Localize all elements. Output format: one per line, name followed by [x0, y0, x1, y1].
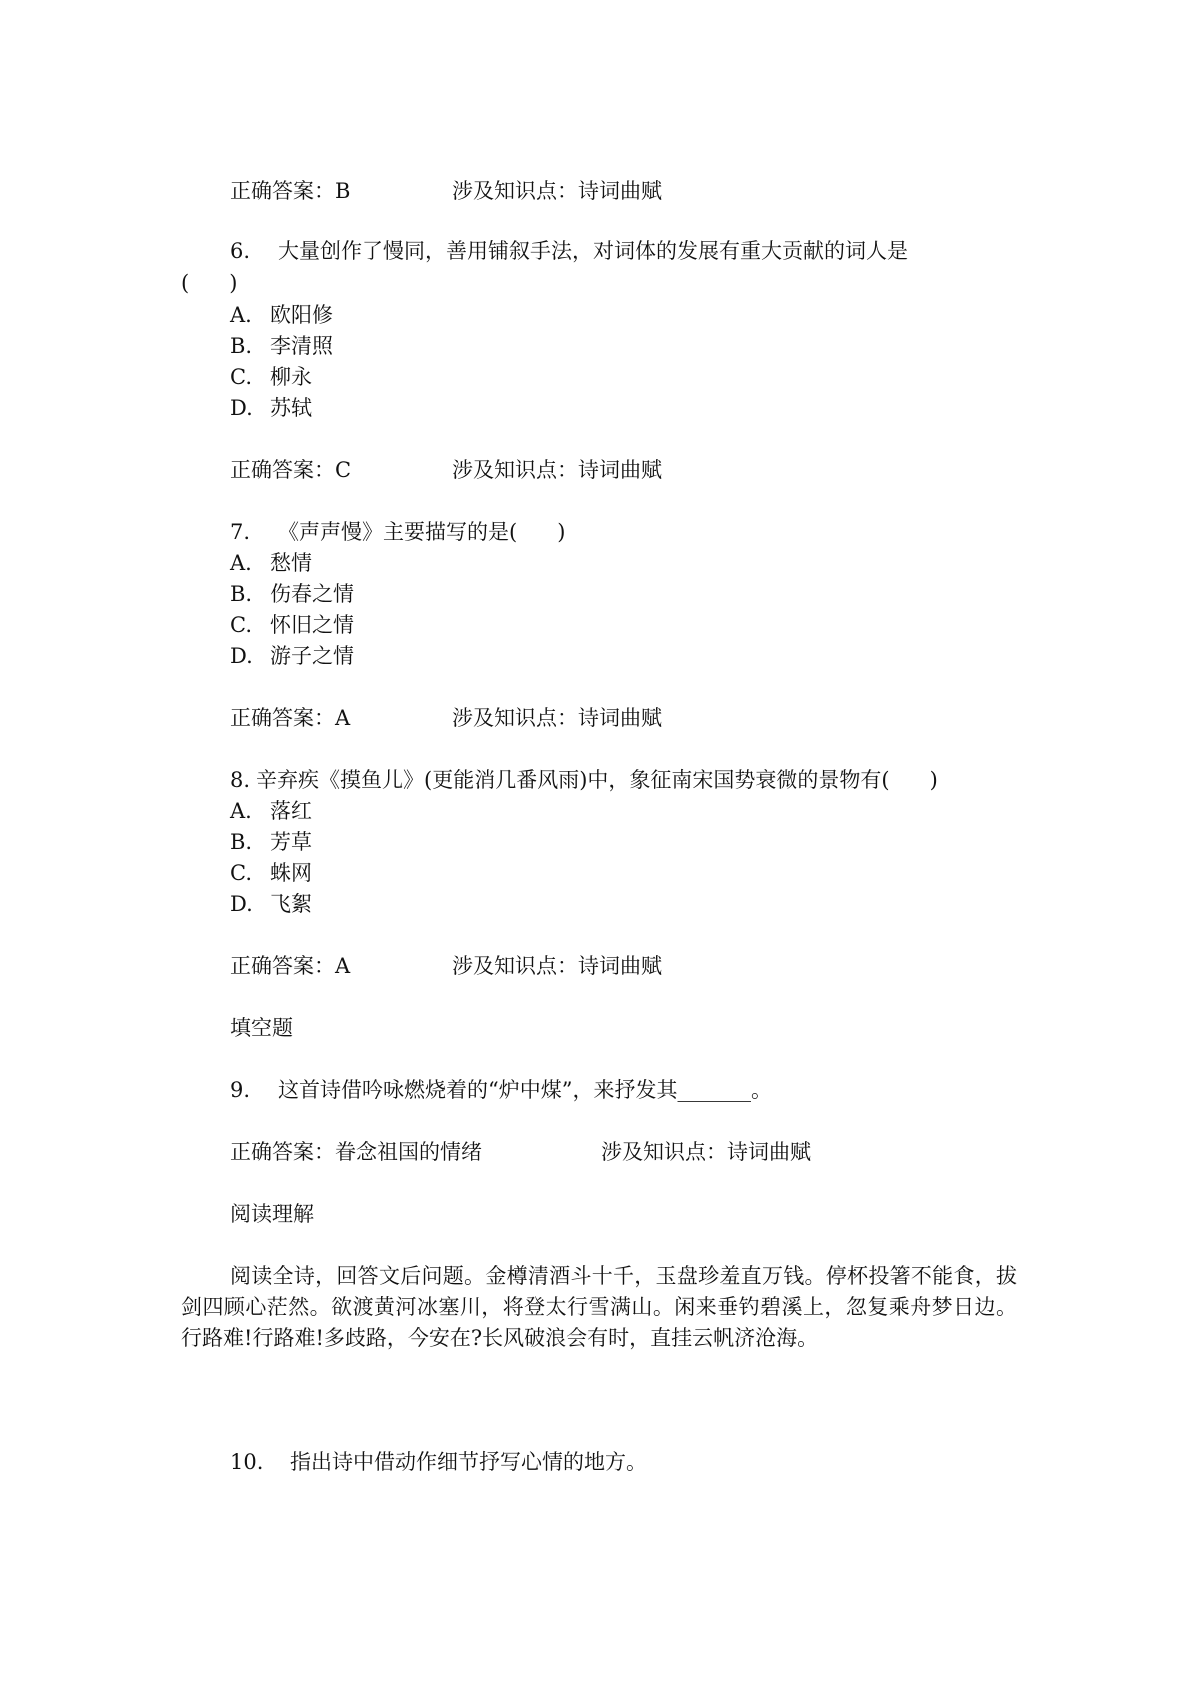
q8-answer: 正确答案：A: [230, 954, 351, 978]
option-text: 欧阳修: [270, 303, 333, 327]
q7-knowledge-point: 涉及知识点：诗词曲赋: [452, 706, 662, 730]
option-letter: D.: [230, 644, 253, 668]
option-letter: B.: [230, 334, 253, 358]
q8-option-a: [230, 796, 312, 826]
option-letter: C.: [230, 861, 252, 885]
q9-answer-line: [230, 1137, 811, 1167]
q6-option-c: [230, 362, 312, 392]
q7-option-d: [230, 641, 354, 671]
q7-stem: 《声声慢》主要描写的是( ): [278, 520, 566, 544]
q7-number: 7.: [230, 520, 251, 544]
option-letter: B.: [230, 830, 253, 854]
q6-answer: 正确答案：C: [230, 458, 352, 482]
option-letter: A.: [230, 799, 252, 823]
q8-option-d: [230, 889, 312, 919]
q8-knowledge-point: 涉及知识点：诗词曲赋: [452, 954, 662, 978]
option-text: 蛛网: [270, 861, 312, 885]
q6-option-d: [230, 393, 312, 423]
q5-answer: 正确答案：B: [230, 179, 351, 203]
q5-knowledge-point: 涉及知识点：诗词曲赋: [452, 179, 662, 203]
option-letter: A.: [230, 303, 252, 327]
option-text: 苏轼: [270, 396, 312, 420]
q8-stem: 辛弃疾《摸鱼儿》(更能消几番风雨)中，象征南宋国势衰微的景物有( ): [256, 768, 938, 792]
option-letter: C.: [230, 613, 252, 637]
q5-answer-line: [230, 176, 662, 206]
q8-option-c: [230, 858, 312, 888]
q7-option-c: [230, 610, 354, 640]
reading-passage: 阅读全诗，回答文后问题。金樽清酒斗十千，玉盘珍羞直万钱。停杯投箸不能食，拔剑四顾心茫然。欲渡黄河冰塞川，将登太行雪满山。闲来垂钓碧溪上，忽复乘舟梦日边。行路难!行路难!多歧路，今安在?长风破浪会有时，直挂云帆济沧海。: [181, 1264, 1017, 1350]
section-heading-fill: 填空题: [230, 1016, 293, 1040]
q8-stem-line: [230, 765, 938, 795]
q8-option-b: [230, 827, 312, 857]
q9-knowledge-point: 涉及知识点：诗词曲赋: [601, 1140, 811, 1164]
q9-stem: 这首诗借吟咏燃烧着的“炉中煤”，来抒发其_______。: [278, 1078, 772, 1102]
q7-option-b: [230, 579, 354, 609]
q6-knowledge-point: 涉及知识点：诗词曲赋: [452, 458, 662, 482]
q6-paren: ( ): [181, 271, 238, 295]
section-heading-reading: 阅读理解: [230, 1202, 314, 1226]
q8-answer-line: [230, 951, 662, 981]
option-text: 落红: [270, 799, 312, 823]
option-text: 芳草: [270, 830, 312, 854]
option-text: 柳永: [270, 365, 312, 389]
q6-stem: 大量创作了慢同，善用铺叙手法，对词体的发展有重大贡献的词人是: [278, 239, 908, 263]
option-letter: A.: [230, 551, 252, 575]
option-text: 怀旧之情: [270, 613, 354, 637]
q10-stem-line: [230, 1447, 647, 1477]
q7-stem-line: [230, 517, 565, 547]
q6-option-a: [230, 300, 333, 330]
q10-stem: 指出诗中借动作细节抒写心情的地方。: [290, 1450, 647, 1474]
q7-answer-line: [230, 703, 662, 733]
option-text: 愁情: [270, 551, 312, 575]
option-text: 伤春之情: [270, 582, 354, 606]
option-text: 李清照: [270, 334, 333, 358]
q8-number: 8.: [230, 768, 251, 792]
option-text: 飞絮: [270, 892, 312, 916]
q6-option-b: [230, 331, 333, 361]
option-letter: B.: [230, 582, 253, 606]
q10-number: 10.: [230, 1450, 264, 1474]
option-letter: D.: [230, 396, 253, 420]
q9-answer: 正确答案：眷念祖国的情绪: [230, 1140, 482, 1164]
q6-answer-line: [230, 455, 662, 485]
option-letter: D.: [230, 892, 253, 916]
q7-option-a: [230, 548, 312, 578]
q6-number: 6.: [230, 239, 251, 263]
q6-stem-line: [230, 236, 908, 266]
option-letter: C.: [230, 365, 252, 389]
q9-stem-line: [230, 1075, 772, 1105]
q9-number: 9.: [230, 1078, 251, 1102]
option-text: 游子之情: [270, 644, 354, 668]
q7-answer: 正确答案：A: [230, 706, 351, 730]
